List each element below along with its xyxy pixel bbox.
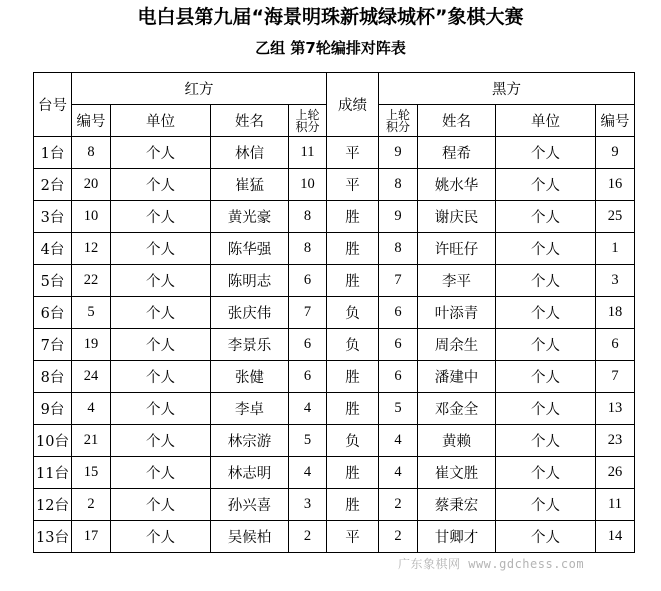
result-cell: 平 <box>327 521 379 553</box>
black-unit-cell: 个人 <box>496 137 596 169</box>
result-cell: 负 <box>327 425 379 457</box>
table-number-cell: 2台 <box>34 169 72 201</box>
red-prev-score-header <box>289 105 327 137</box>
black-id-cell: 9 <box>596 137 635 169</box>
red-id-cell: 17 <box>72 521 111 553</box>
red-prev-score-cell: 6 <box>289 265 327 297</box>
red-id-cell: 2 <box>72 489 111 521</box>
prev-score-label-line2: 积分 <box>295 119 320 134</box>
black-prev-score-cell: 6 <box>379 329 418 361</box>
table-number-cell: 4台 <box>34 233 72 265</box>
table-row <box>34 297 635 329</box>
red-unit-cell: 个人 <box>111 265 211 297</box>
red-unit-cell: 个人 <box>111 201 211 233</box>
red-unit-header: 单位 <box>111 105 211 137</box>
red-name-cell: 崔猛 <box>211 169 289 201</box>
black-prev-score-cell: 9 <box>379 137 418 169</box>
black-name-cell: 谢庆民 <box>418 201 496 233</box>
red-name-cell: 林宗游 <box>211 425 289 457</box>
red-unit-cell: 个人 <box>111 489 211 521</box>
black-name-cell: 姚水华 <box>418 169 496 201</box>
black-id-cell: 3 <box>596 265 635 297</box>
black-name-cell: 许旺仔 <box>418 233 496 265</box>
black-name-cell: 李平 <box>418 265 496 297</box>
table-number-cell: 9台 <box>34 393 72 425</box>
black-name-cell: 叶添青 <box>418 297 496 329</box>
table-row <box>34 329 635 361</box>
red-prev-score-cell: 6 <box>289 329 327 361</box>
black-prev-score-cell: 6 <box>379 297 418 329</box>
black-unit-cell: 个人 <box>496 233 596 265</box>
table-row <box>34 393 635 425</box>
black-id-header: 编号 <box>596 105 635 137</box>
black-id-cell: 14 <box>596 521 635 553</box>
black-prev-score-cell: 8 <box>379 233 418 265</box>
table-number-cell: 5台 <box>34 265 72 297</box>
red-id-cell: 5 <box>72 297 111 329</box>
black-id-cell: 25 <box>596 201 635 233</box>
red-unit-cell: 个人 <box>111 361 211 393</box>
red-id-header: 编号 <box>72 105 111 137</box>
table-row <box>34 265 635 297</box>
red-unit-cell: 个人 <box>111 521 211 553</box>
red-prev-score-cell: 3 <box>289 489 327 521</box>
result-cell: 平 <box>327 169 379 201</box>
black-prev-score-cell: 6 <box>379 361 418 393</box>
red-prev-score-cell: 11 <box>289 137 327 169</box>
black-unit-cell: 个人 <box>496 457 596 489</box>
red-name-cell: 黄光豪 <box>211 201 289 233</box>
red-prev-score-cell: 2 <box>289 521 327 553</box>
red-name-cell: 张庆伟 <box>211 297 289 329</box>
red-id-cell: 8 <box>72 137 111 169</box>
black-prev-score-cell: 7 <box>379 265 418 297</box>
result-cell: 胜 <box>327 457 379 489</box>
result-cell: 胜 <box>327 393 379 425</box>
prev-score-label-line1: 上轮 <box>295 107 320 122</box>
black-id-cell: 16 <box>596 169 635 201</box>
table-number-cell: 7台 <box>34 329 72 361</box>
red-id-cell: 20 <box>72 169 111 201</box>
table-number-cell: 6台 <box>34 297 72 329</box>
black-unit-cell: 个人 <box>496 297 596 329</box>
black-name-cell: 邓金全 <box>418 393 496 425</box>
result-cell: 胜 <box>327 233 379 265</box>
prev-score-label-line2: 积分 <box>385 119 410 134</box>
red-id-cell: 4 <box>72 393 111 425</box>
table-row <box>34 201 635 233</box>
black-name-cell: 潘建中 <box>418 361 496 393</box>
red-prev-score-cell: 4 <box>289 393 327 425</box>
black-id-cell: 13 <box>596 393 635 425</box>
result-cell: 负 <box>327 329 379 361</box>
red-name-cell: 林信 <box>211 137 289 169</box>
result-header: 成绩 <box>327 73 379 137</box>
red-id-cell: 22 <box>72 265 111 297</box>
red-id-cell: 10 <box>72 201 111 233</box>
table-row <box>34 489 635 521</box>
table-number-cell: 11台 <box>34 457 72 489</box>
red-unit-cell: 个人 <box>111 393 211 425</box>
red-prev-score-cell: 6 <box>289 361 327 393</box>
black-name-cell: 甘卿才 <box>418 521 496 553</box>
red-prev-score-cell: 10 <box>289 169 327 201</box>
result-cell: 平 <box>327 137 379 169</box>
black-unit-cell: 个人 <box>496 169 596 201</box>
red-name-cell: 张健 <box>211 361 289 393</box>
red-id-cell: 15 <box>72 457 111 489</box>
page-title: 电白县第九届“海景明珠新城绿城杯”象棋大赛 <box>137 6 524 28</box>
red-name-header: 姓名 <box>211 105 289 137</box>
red-name-cell: 孙兴喜 <box>211 489 289 521</box>
red-unit-cell: 个人 <box>111 169 211 201</box>
red-name-cell: 吴候柏 <box>211 521 289 553</box>
red-name-cell: 陈华强 <box>211 233 289 265</box>
result-cell: 胜 <box>327 361 379 393</box>
red-id-cell: 12 <box>72 233 111 265</box>
table-number-cell: 1台 <box>34 137 72 169</box>
table-row <box>34 233 635 265</box>
black-name-cell: 黄赖 <box>418 425 496 457</box>
red-side-header: 红方 <box>72 73 327 105</box>
red-prev-score-cell: 8 <box>289 201 327 233</box>
black-unit-cell: 个人 <box>496 329 596 361</box>
red-name-cell: 陈明志 <box>211 265 289 297</box>
black-name-cell: 程希 <box>418 137 496 169</box>
black-unit-cell: 个人 <box>496 361 596 393</box>
black-unit-header: 单位 <box>496 105 596 137</box>
black-unit-cell: 个人 <box>496 265 596 297</box>
result-cell: 胜 <box>327 265 379 297</box>
table-number-cell: 13台 <box>34 521 72 553</box>
table-row <box>34 137 635 169</box>
black-unit-cell: 个人 <box>496 201 596 233</box>
black-prev-score-cell: 9 <box>379 201 418 233</box>
black-unit-cell: 个人 <box>496 489 596 521</box>
black-id-cell: 11 <box>596 489 635 521</box>
red-unit-cell: 个人 <box>111 329 211 361</box>
black-name-cell: 崔文胜 <box>418 457 496 489</box>
black-id-cell: 26 <box>596 457 635 489</box>
black-id-cell: 23 <box>596 425 635 457</box>
black-name-cell: 蔡秉宏 <box>418 489 496 521</box>
red-unit-cell: 个人 <box>111 425 211 457</box>
black-name-header: 姓名 <box>418 105 496 137</box>
table-row <box>34 457 635 489</box>
black-prev-score-cell: 2 <box>379 521 418 553</box>
red-unit-cell: 个人 <box>111 457 211 489</box>
black-name-cell: 周余生 <box>418 329 496 361</box>
page-subtitle: 乙组 第7轮编排对阵表 <box>255 39 406 57</box>
table-row <box>34 361 635 393</box>
result-cell: 负 <box>327 297 379 329</box>
table-number-cell: 3台 <box>34 201 72 233</box>
table-number-cell: 8台 <box>34 361 72 393</box>
table-row <box>34 425 635 457</box>
pairing-table <box>33 72 635 553</box>
red-unit-cell: 个人 <box>111 297 211 329</box>
black-prev-score-cell: 4 <box>379 425 418 457</box>
site-watermark: 广东象棋网 www.gdchess.com <box>398 557 585 571</box>
red-name-cell: 李景乐 <box>211 329 289 361</box>
red-id-cell: 19 <box>72 329 111 361</box>
black-id-cell: 6 <box>596 329 635 361</box>
table-no-header: 台号 <box>34 73 72 137</box>
black-unit-cell: 个人 <box>496 521 596 553</box>
black-unit-cell: 个人 <box>496 425 596 457</box>
result-cell: 胜 <box>327 201 379 233</box>
table-row <box>34 521 635 553</box>
black-prev-score-cell: 2 <box>379 489 418 521</box>
red-unit-cell: 个人 <box>111 137 211 169</box>
table-row <box>34 169 635 201</box>
red-prev-score-cell: 7 <box>289 297 327 329</box>
black-id-cell: 1 <box>596 233 635 265</box>
result-cell: 胜 <box>327 489 379 521</box>
black-prev-score-cell: 8 <box>379 169 418 201</box>
red-unit-cell: 个人 <box>111 233 211 265</box>
red-id-cell: 21 <box>72 425 111 457</box>
prev-score-label-line1: 上轮 <box>385 107 410 122</box>
red-prev-score-cell: 4 <box>289 457 327 489</box>
black-prev-score-cell: 5 <box>379 393 418 425</box>
black-prev-score-cell: 4 <box>379 457 418 489</box>
red-name-cell: 林志明 <box>211 457 289 489</box>
black-id-cell: 7 <box>596 361 635 393</box>
black-side-header: 黑方 <box>379 73 635 105</box>
red-id-cell: 24 <box>72 361 111 393</box>
red-prev-score-cell: 8 <box>289 233 327 265</box>
black-id-cell: 18 <box>596 297 635 329</box>
header-row-1 <box>34 73 635 105</box>
table-number-cell: 12台 <box>34 489 72 521</box>
table-number-cell: 10台 <box>34 425 72 457</box>
red-name-cell: 李卓 <box>211 393 289 425</box>
red-prev-score-cell: 5 <box>289 425 327 457</box>
black-prev-score-header <box>379 105 418 137</box>
black-unit-cell: 个人 <box>496 393 596 425</box>
